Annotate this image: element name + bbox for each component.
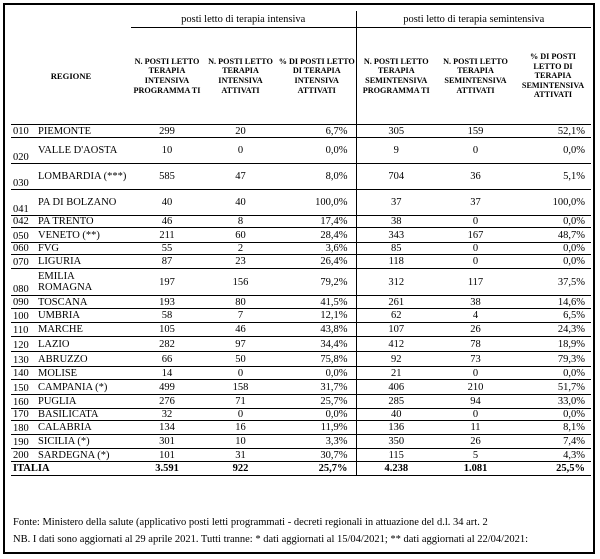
cell-ti-att: 40 (203, 190, 278, 216)
cell-ti-prog: 40 (131, 190, 203, 216)
cell-si-pct: 79,3% (515, 352, 591, 367)
cell-ti-att: 23 (203, 255, 278, 269)
cell-ti-pct: 28,4% (278, 228, 356, 243)
cell-si-pct: 33,0% (515, 395, 591, 409)
cell-si-att: 26 (436, 323, 515, 337)
cell-si-att: 11 (436, 421, 515, 435)
cell-si-pct: 8,1% (515, 421, 591, 435)
cell-ti-prog: 193 (131, 296, 203, 309)
cell-si-prog: 62 (356, 309, 436, 323)
cell-si-att: 159 (436, 125, 515, 138)
cell-ti-att: 156 (203, 269, 278, 296)
cell-ti-prog: 46 (131, 216, 203, 228)
cell-si-pct: 5,1% (515, 164, 591, 190)
cell-ti-pct: 26,4% (278, 255, 356, 269)
region-code: 080 (11, 269, 34, 296)
cell-si-prog: 285 (356, 395, 436, 409)
region-code: 010 (11, 125, 34, 138)
cell-ti-pct: 3,6% (278, 243, 356, 255)
region-name: LAZIO (34, 337, 131, 352)
cell-ti-prog: 585 (131, 164, 203, 190)
cell-ti-att: 60 (203, 228, 278, 243)
cell-ti-att: 0 (203, 367, 278, 380)
column-header-si-pct: % DI POSTI LETTO DI TERAPIA SEMINTENSIVA ATTIVATI (515, 28, 591, 125)
cell-ti-pct: 43,8% (278, 323, 356, 337)
table-row (11, 228, 591, 243)
region-name: MARCHE (34, 323, 131, 337)
cell-ti-pct: 17,4% (278, 216, 356, 228)
cell-si-prog: 350 (356, 435, 436, 449)
region-code: 160 (11, 395, 34, 409)
cell-ti-prog: 197 (131, 269, 203, 296)
cell-si-prog: 38 (356, 216, 436, 228)
cell-ti-prog: 55 (131, 243, 203, 255)
total-row (11, 462, 591, 476)
cell-si-pct: 37,5% (515, 269, 591, 296)
cell-ti-pct: 25,7% (278, 395, 356, 409)
region-code: 041 (11, 190, 34, 216)
cell-si-pct: 7,4% (515, 435, 591, 449)
cell-si-pct: 0,0% (515, 216, 591, 228)
cell-ti-att: 2 (203, 243, 278, 255)
cell-si-pct: 14,6% (515, 296, 591, 309)
cell-ti-pct: 8,0% (278, 164, 356, 190)
column-header-ti-pct: % DI POSTI LETTO DI TERAPIA INTENSIVA ATTIVATI (278, 28, 356, 125)
cell-si-pct: 52,1% (515, 125, 591, 138)
table-row (11, 243, 591, 255)
table-row (11, 421, 591, 435)
table-row (11, 435, 591, 449)
cell-ti-prog: 14 (131, 367, 203, 380)
cell-si-att: 4 (436, 309, 515, 323)
column-header-si-att: N. POSTI LETTO TERAPIA SEMINTENSIVA ATTIVATI (436, 28, 515, 125)
region-name: UMBRIA (34, 309, 131, 323)
cell-si-att: 210 (436, 380, 515, 395)
cell-ti-att: 31 (203, 449, 278, 462)
cell-ti-pct: 3,3% (278, 435, 356, 449)
column-header-region: REGIONE (11, 28, 131, 125)
table-row (11, 296, 591, 309)
region-code: 020 (11, 138, 34, 164)
cell-si-prog: 312 (356, 269, 436, 296)
cell-ti-pct: 11,9% (278, 421, 356, 435)
region-name: PIEMONTE (34, 125, 131, 138)
cell-ti-att: 20 (203, 125, 278, 138)
table-row (11, 449, 591, 462)
cell-ti-pct: 30,7% (278, 449, 356, 462)
cell-si-att: 117 (436, 269, 515, 296)
cell-si-att: 38 (436, 296, 515, 309)
region-code: 120 (11, 337, 34, 352)
cell-si-prog: 9 (356, 138, 436, 164)
region-name: SICILIA (*) (34, 435, 131, 449)
cell-si-prog: 412 (356, 337, 436, 352)
cell-si-prog: 704 (356, 164, 436, 190)
table-frame (3, 3, 595, 554)
cell-ti-att: 97 (203, 337, 278, 352)
cell-ti-prog: 211 (131, 228, 203, 243)
cell-ti-att: 0 (203, 138, 278, 164)
cell-si-prog: 40 (356, 409, 436, 421)
region-name: MOLISE (34, 367, 131, 380)
cell-ti-pct: 0,0% (278, 367, 356, 380)
cell-si-prog: 343 (356, 228, 436, 243)
total-ti-att: 922 (203, 462, 278, 476)
region-name: LOMBARDIA (***) (34, 164, 131, 190)
region-code: 180 (11, 421, 34, 435)
cell-ti-prog: 66 (131, 352, 203, 367)
cell-ti-prog: 10 (131, 138, 203, 164)
region-name: ABRUZZO (34, 352, 131, 367)
cell-ti-att: 46 (203, 323, 278, 337)
region-name: PA TRENTO (34, 216, 131, 228)
cell-ti-prog: 32 (131, 409, 203, 421)
cell-si-prog: 107 (356, 323, 436, 337)
cell-si-att: 37 (436, 190, 515, 216)
cell-ti-att: 80 (203, 296, 278, 309)
region-code: 110 (11, 323, 34, 337)
cell-si-prog: 136 (356, 421, 436, 435)
cell-ti-pct: 31,7% (278, 380, 356, 395)
cell-si-pct: 51,7% (515, 380, 591, 395)
region-name: FVG (34, 243, 131, 255)
table-row (11, 216, 591, 228)
region-code: 130 (11, 352, 34, 367)
region-code: 090 (11, 296, 34, 309)
region-name: EMILIA ROMAGNA (34, 269, 131, 296)
cell-si-prog: 406 (356, 380, 436, 395)
cell-si-prog: 85 (356, 243, 436, 255)
cell-si-att: 36 (436, 164, 515, 190)
table-row (11, 395, 591, 409)
cell-si-pct: 0,0% (515, 409, 591, 421)
cell-ti-prog: 301 (131, 435, 203, 449)
cell-ti-pct: 79,2% (278, 269, 356, 296)
table-row (11, 409, 591, 421)
region-code: 050 (11, 228, 34, 243)
cell-si-prog: 37 (356, 190, 436, 216)
cell-si-pct: 0,0% (515, 367, 591, 380)
cell-si-att: 167 (436, 228, 515, 243)
cell-ti-att: 16 (203, 421, 278, 435)
cell-si-pct: 6,5% (515, 309, 591, 323)
cell-si-att: 26 (436, 435, 515, 449)
cell-si-pct: 0,0% (515, 243, 591, 255)
cell-ti-att: 158 (203, 380, 278, 395)
cell-si-att: 0 (436, 367, 515, 380)
cell-ti-att: 47 (203, 164, 278, 190)
cell-ti-pct: 6,7% (278, 125, 356, 138)
cell-si-prog: 261 (356, 296, 436, 309)
cell-si-pct: 48,7% (515, 228, 591, 243)
cell-si-pct: 0,0% (515, 138, 591, 164)
cell-si-prog: 305 (356, 125, 436, 138)
region-name: CAMPANIA (*) (34, 380, 131, 395)
cell-si-prog: 118 (356, 255, 436, 269)
region-code: 100 (11, 309, 34, 323)
table-row (11, 138, 591, 164)
column-header-row (11, 28, 591, 125)
cell-ti-pct: 75,8% (278, 352, 356, 367)
region-code: 070 (11, 255, 34, 269)
total-ti-pct: 25,7% (278, 462, 356, 476)
cell-si-pct: 4,3% (515, 449, 591, 462)
cell-ti-prog: 87 (131, 255, 203, 269)
cell-ti-pct: 12,1% (278, 309, 356, 323)
cell-si-att: 94 (436, 395, 515, 409)
cell-si-att: 78 (436, 337, 515, 352)
region-code: 042 (11, 216, 34, 228)
cell-ti-att: 50 (203, 352, 278, 367)
total-ti-prog: 3.591 (131, 462, 203, 476)
cell-si-att: 0 (436, 255, 515, 269)
column-header-si-prog: N. POSTI LETTO TERAPIA SEMINTENSIVA PROGRAMMA TI (356, 28, 436, 125)
table-row (11, 309, 591, 323)
total-si-pct: 25,5% (515, 462, 591, 476)
table-row (11, 125, 591, 138)
cell-ti-prog: 299 (131, 125, 203, 138)
cell-ti-pct: 41,5% (278, 296, 356, 309)
total-si-att: 1.081 (436, 462, 515, 476)
region-name: PUGLIA (34, 395, 131, 409)
region-code: 060 (11, 243, 34, 255)
region-code: 030 (11, 164, 34, 190)
cell-ti-prog: 499 (131, 380, 203, 395)
region-code: 190 (11, 435, 34, 449)
group-header-intensive: posti letto di terapia intensiva (131, 11, 356, 28)
cell-si-prog: 115 (356, 449, 436, 462)
cell-ti-pct: 100,0% (278, 190, 356, 216)
cell-ti-pct: 0,0% (278, 409, 356, 421)
region-name: TOSCANA (34, 296, 131, 309)
table-row (11, 367, 591, 380)
region-code: 140 (11, 367, 34, 380)
cell-ti-prog: 58 (131, 309, 203, 323)
table-row (11, 269, 591, 296)
cell-ti-att: 10 (203, 435, 278, 449)
cell-ti-prog: 105 (131, 323, 203, 337)
beds-table (11, 11, 591, 476)
cell-si-att: 0 (436, 409, 515, 421)
cell-si-att: 0 (436, 138, 515, 164)
region-name: LIGURIA (34, 255, 131, 269)
region-name: CALABRIA (34, 421, 131, 435)
cell-ti-pct: 34,4% (278, 337, 356, 352)
cell-si-prog: 92 (356, 352, 436, 367)
cell-si-prog: 21 (356, 367, 436, 380)
table-row (11, 323, 591, 337)
region-code: 200 (11, 449, 34, 462)
cell-ti-prog: 276 (131, 395, 203, 409)
nb-note: NB. I dati sono aggiornati al 29 aprile 2021. Tutti tranne: * dati aggiornati al 15/04/2021; ** dati aggiornati al 22/04/2021: (13, 534, 529, 545)
cell-ti-att: 0 (203, 409, 278, 421)
region-name: VENETO (**) (34, 228, 131, 243)
table-row (11, 190, 591, 216)
table-row (11, 337, 591, 352)
table-row (11, 352, 591, 367)
cell-si-att: 73 (436, 352, 515, 367)
table-row (11, 380, 591, 395)
cell-ti-prog: 282 (131, 337, 203, 352)
column-header-ti-prog: N. POSTI LETTO TERAPIA INTENSIVA PROGRAMMA TI (131, 28, 203, 125)
group-header-semi: posti letto di terapia semintensiva (356, 11, 591, 28)
region-name: BASILICATA (34, 409, 131, 421)
cell-ti-att: 71 (203, 395, 278, 409)
region-name: SARDEGNA (*) (34, 449, 131, 462)
source-note: Fonte: Ministero della salute (applicativo posti letti programmati - decreti regionali in attuazione del d.l. 34 art. 2 (13, 517, 488, 528)
cell-si-pct: 100,0% (515, 190, 591, 216)
region-code: 150 (11, 380, 34, 395)
table-row (11, 164, 591, 190)
cell-si-att: 0 (436, 216, 515, 228)
region-code: 170 (11, 409, 34, 421)
region-name: PA DI BOLZANO (34, 190, 131, 216)
cell-si-att: 5 (436, 449, 515, 462)
cell-ti-prog: 134 (131, 421, 203, 435)
cell-ti-prog: 101 (131, 449, 203, 462)
total-si-prog: 4.238 (356, 462, 436, 476)
cell-ti-att: 7 (203, 309, 278, 323)
cell-si-pct: 24,3% (515, 323, 591, 337)
group-header-row (11, 11, 591, 28)
table-row (11, 255, 591, 269)
cell-si-att: 0 (436, 243, 515, 255)
cell-ti-att: 8 (203, 216, 278, 228)
cell-si-pct: 18,9% (515, 337, 591, 352)
cell-ti-pct: 0,0% (278, 138, 356, 164)
total-label: ITALIA (11, 462, 131, 476)
region-name: VALLE D'AOSTA (34, 138, 131, 164)
cell-si-pct: 0,0% (515, 255, 591, 269)
column-header-ti-att: N. POSTI LETTO TERAPIA INTENSIVA ATTIVATI (203, 28, 278, 125)
